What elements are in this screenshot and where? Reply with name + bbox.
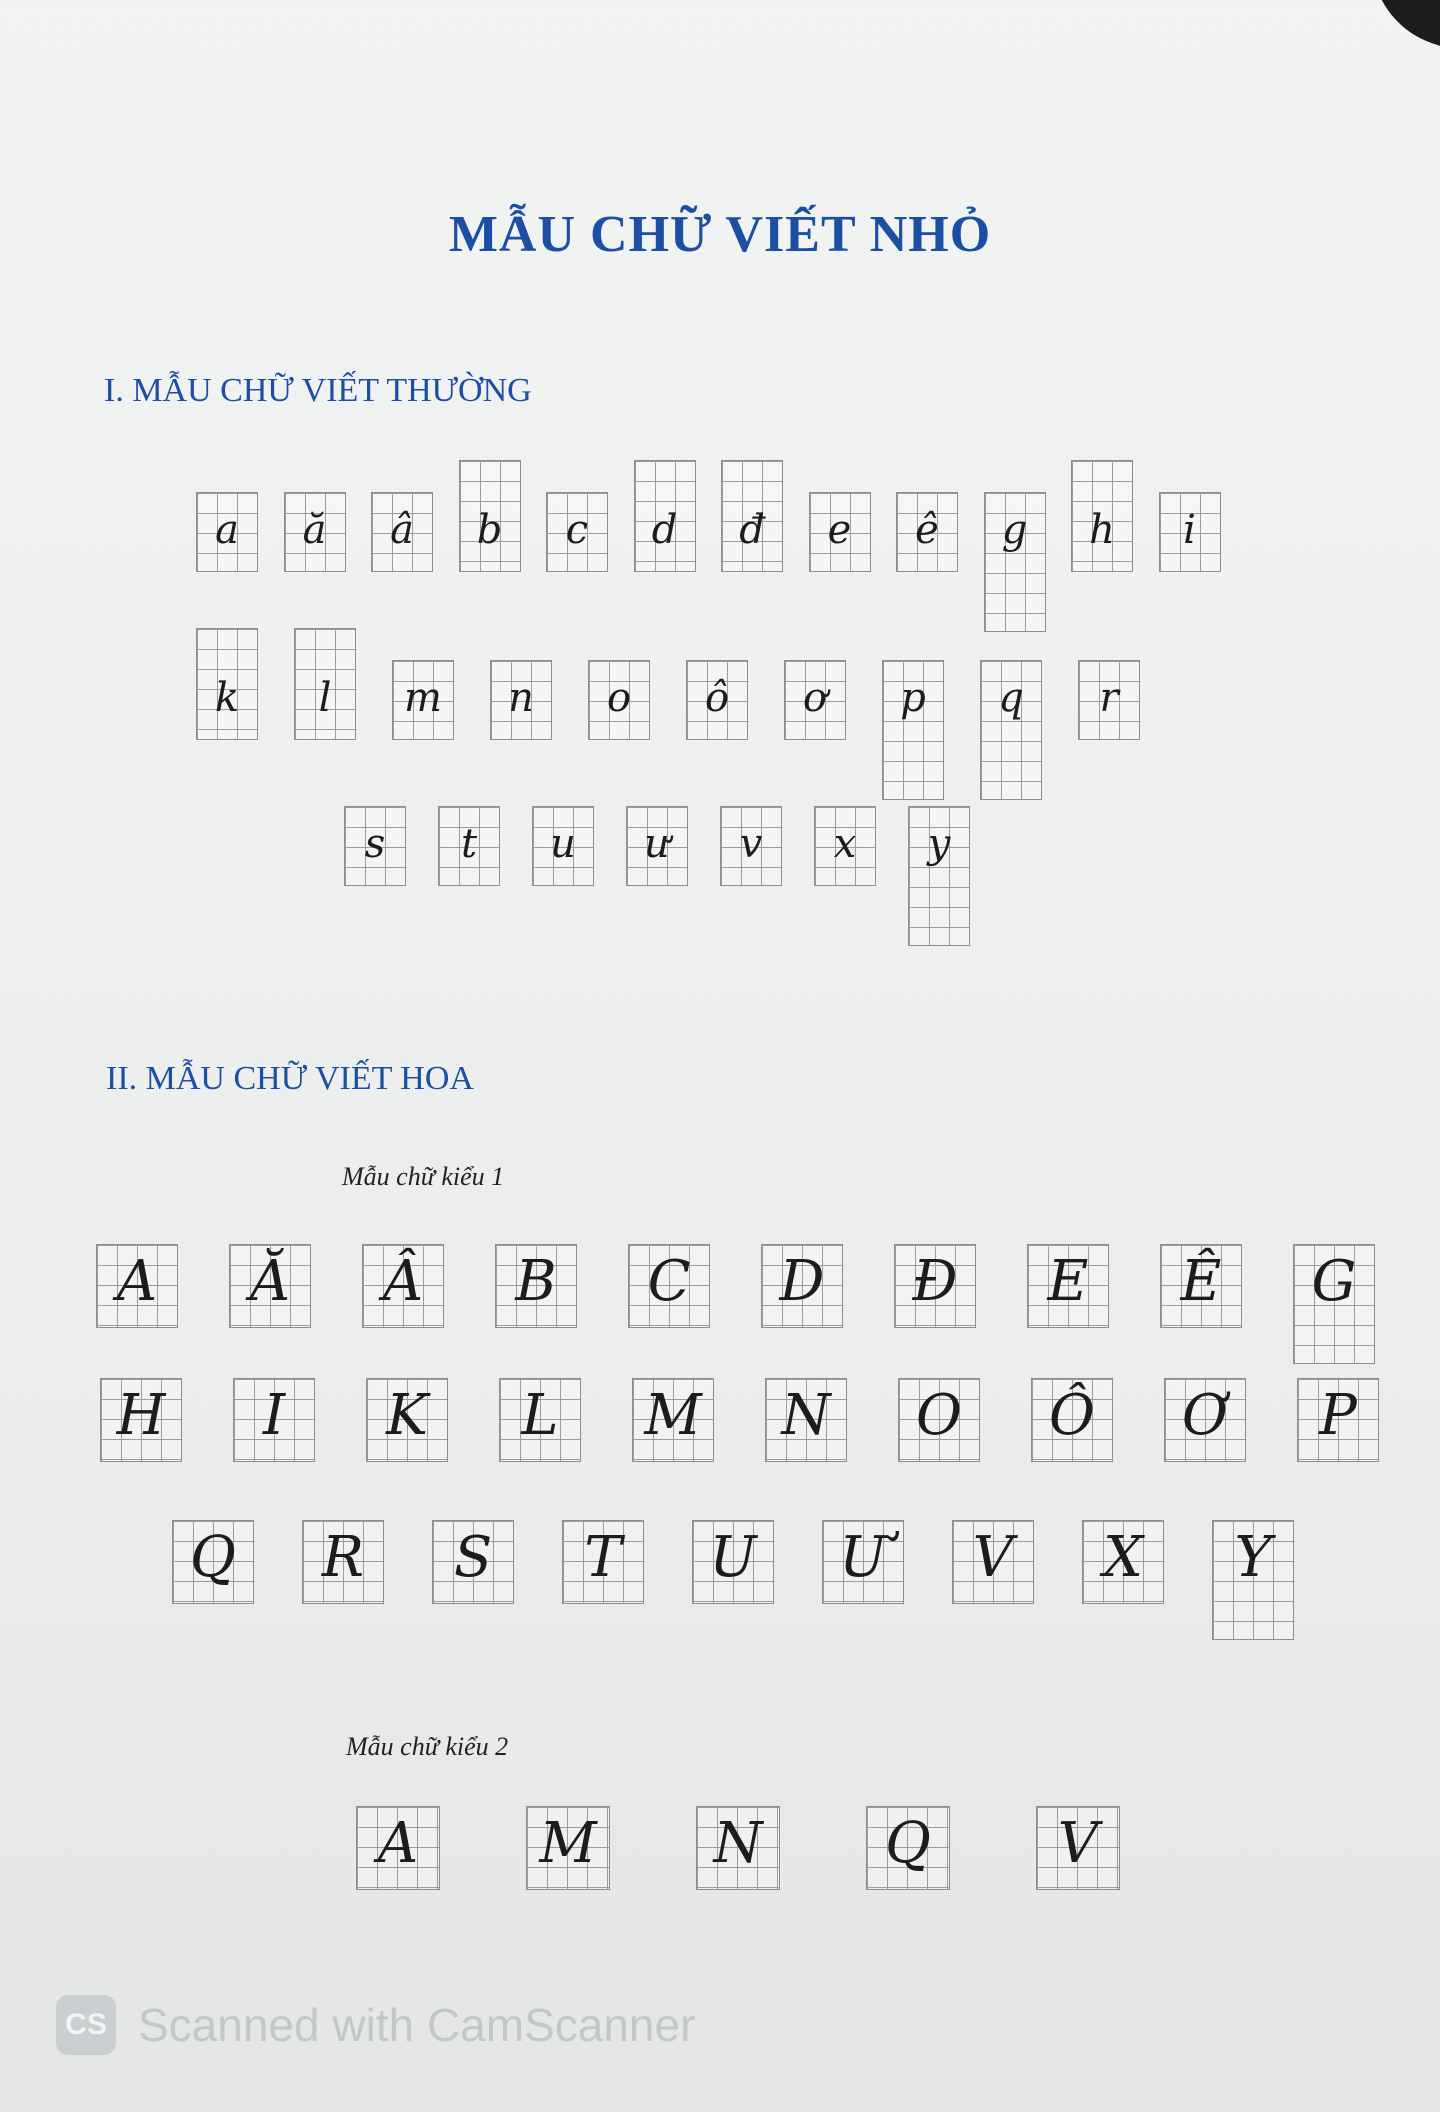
letter-glyph: t <box>460 821 478 867</box>
letter-glyph: g <box>1001 507 1028 553</box>
letter-glyph: B <box>515 1249 557 1314</box>
letter-grid-cell <box>196 628 258 740</box>
letter-glyph: n <box>508 675 534 721</box>
letter-glyph: a <box>215 507 239 553</box>
letter-glyph: x <box>833 821 857 867</box>
letter-glyph: ơ <box>802 675 828 721</box>
letter-grid-cell <box>765 1378 847 1462</box>
letter-grid-cell <box>896 492 958 572</box>
letter-glyph: i <box>1183 507 1196 553</box>
letter-grid-cell <box>172 1520 254 1604</box>
letter-glyph: u <box>550 821 576 867</box>
letter-grid-cell <box>814 806 876 886</box>
letter-grid-cell <box>1078 660 1140 740</box>
letter-grid-cell <box>1212 1520 1294 1640</box>
letter-glyph: Ơ <box>1182 1383 1228 1448</box>
letter-grid-cell <box>1036 1806 1120 1890</box>
letter-glyph: Ă <box>249 1249 291 1314</box>
letter-glyph: P <box>1319 1383 1357 1448</box>
letter-grid-cell <box>866 1806 950 1890</box>
letter-glyph: S <box>453 1525 493 1590</box>
letter-glyph: U <box>709 1525 757 1590</box>
letter-glyph: V <box>972 1525 1014 1590</box>
letter-glyph: Y <box>1234 1525 1272 1590</box>
letter-grid-cell <box>96 1244 178 1328</box>
letter-grid-cell <box>546 492 608 572</box>
letter-grid-cell <box>366 1378 448 1462</box>
letter-glyph: M <box>539 1811 597 1876</box>
letter-grid-cell <box>1071 460 1133 572</box>
letter-glyph: h <box>1089 507 1115 553</box>
letter-grid-cell <box>233 1378 315 1462</box>
letter-grid-cell <box>196 492 258 572</box>
letter-grid-cell <box>459 460 521 572</box>
letter-glyph: l <box>318 675 332 721</box>
letter-glyph: c <box>565 507 589 553</box>
letter-grid-cell <box>1160 1244 1242 1328</box>
letter-glyph: b <box>476 507 503 553</box>
letter-glyph: N <box>713 1811 763 1876</box>
letter-glyph: T <box>584 1525 622 1590</box>
letter-grid-cell <box>302 1520 384 1604</box>
section-heading-uppercase: II. MẪU CHỮ VIẾT HOA <box>106 1060 474 1097</box>
letter-glyph: C <box>647 1249 691 1314</box>
camscanner-text: Scanned with CamScanner <box>138 1999 696 2051</box>
letter-glyph: K <box>386 1383 428 1448</box>
letter-grid-cell <box>980 660 1042 800</box>
letter-glyph: m <box>404 675 442 721</box>
letter-glyph: Q <box>190 1525 236 1590</box>
camscanner-logo-icon: CS <box>56 1995 116 2055</box>
letter-glyph: D <box>779 1249 825 1314</box>
letter-grid-cell <box>356 1806 440 1890</box>
letter-glyph: R <box>321 1525 365 1590</box>
style1-label: Mẫu chữ kiểu 1 <box>342 1162 505 1191</box>
letter-glyph: V <box>1057 1811 1099 1876</box>
letter-glyph: ă <box>302 507 327 553</box>
letter-glyph: Ư <box>839 1525 887 1590</box>
letter-grid-cell <box>532 806 594 886</box>
letter-grid-cell <box>294 628 356 740</box>
letter-grid-cell <box>499 1378 581 1462</box>
letter-glyph: s <box>364 821 386 867</box>
letter-grid-cell <box>632 1378 714 1462</box>
letter-grid-cell <box>1297 1378 1379 1462</box>
letter-grid-cell <box>495 1244 577 1328</box>
letter-grid-cell <box>721 460 783 572</box>
letter-glyph: G <box>1311 1249 1357 1314</box>
letter-grid-cell <box>908 806 970 946</box>
letter-grid-cell <box>371 492 433 572</box>
letter-glyph: q <box>998 675 1024 721</box>
letter-grid-cell <box>229 1244 311 1328</box>
letter-grid-cell <box>984 492 1046 632</box>
letter-grid-cell <box>438 806 500 886</box>
page-title: MẪU CHỮ VIẾT NHỎ <box>448 206 992 263</box>
letter-grid-cell <box>562 1520 644 1604</box>
letter-grid-cell <box>952 1520 1034 1604</box>
letter-glyph: ư <box>644 821 670 867</box>
letter-glyph: e <box>827 507 852 553</box>
letter-grid-cell <box>392 660 454 740</box>
letter-glyph: A <box>377 1811 419 1876</box>
letter-glyph: L <box>521 1383 559 1448</box>
letter-glyph: ô <box>704 675 730 721</box>
letter-glyph: O <box>916 1383 962 1448</box>
letter-grid-cell <box>692 1520 774 1604</box>
letter-grid-cell <box>362 1244 444 1328</box>
letter-grid-cell <box>686 660 748 740</box>
letter-glyph: Â <box>382 1249 424 1314</box>
style2-label: Mẫu chữ kiểu 2 <box>346 1732 509 1761</box>
letter-glyph: Ê <box>1180 1249 1222 1314</box>
letter-grid-cell <box>1164 1378 1246 1462</box>
letter-grid-cell <box>284 492 346 572</box>
letter-grid-cell <box>720 806 782 886</box>
letter-glyph: X <box>1103 1525 1143 1590</box>
section-heading-lowercase: I. MẪU CHỮ VIẾT THƯỜNG <box>104 372 532 409</box>
camscanner-watermark <box>56 1995 695 2055</box>
letter-glyph: v <box>739 821 763 867</box>
letter-glyph: E <box>1047 1249 1089 1314</box>
letter-grid-cell <box>784 660 846 740</box>
letter-glyph: ê <box>915 507 939 553</box>
letter-glyph: d <box>651 507 678 553</box>
letter-grid-cell <box>1159 492 1221 572</box>
letter-glyph: k <box>214 675 240 721</box>
letter-glyph: Đ <box>912 1249 958 1314</box>
letter-grid-cell <box>761 1244 843 1328</box>
letter-glyph: đ <box>739 507 765 553</box>
letter-grid-cell <box>898 1378 980 1462</box>
letter-grid-cell <box>526 1806 610 1890</box>
letter-grid-cell <box>628 1244 710 1328</box>
letter-glyph: M <box>644 1383 702 1448</box>
letter-grid-cell <box>344 806 406 886</box>
letter-grid-cell <box>1027 1244 1109 1328</box>
letter-glyph: o <box>606 675 632 721</box>
letter-grid-cell <box>1293 1244 1375 1364</box>
letter-grid-cell <box>634 460 696 572</box>
letter-grid-cell <box>626 806 688 886</box>
letter-glyph: Ô <box>1049 1383 1095 1448</box>
letter-glyph: Q <box>885 1811 931 1876</box>
letter-grid-cell <box>882 660 944 800</box>
page-corner-shadow <box>1348 0 1440 59</box>
letter-grid-cell <box>1031 1378 1113 1462</box>
letter-glyph: r <box>1099 675 1119 721</box>
letter-glyph: H <box>116 1383 166 1448</box>
letter-grid-cell <box>588 660 650 740</box>
letter-glyph: y <box>927 821 951 867</box>
letter-glyph: p <box>900 675 926 721</box>
letter-grid-cell <box>490 660 552 740</box>
letter-grid-cell <box>432 1520 514 1604</box>
letter-grid-cell <box>100 1378 182 1462</box>
letter-grid-cell <box>822 1520 904 1604</box>
letter-grid-cell <box>894 1244 976 1328</box>
letter-grid-cell <box>809 492 871 572</box>
letter-glyph: â <box>390 507 414 553</box>
letter-glyph: N <box>781 1383 831 1448</box>
letter-glyph: A <box>116 1249 158 1314</box>
letter-glyph: I <box>262 1383 286 1448</box>
letter-grid-cell <box>696 1806 780 1890</box>
letter-grid-cell <box>1082 1520 1164 1604</box>
